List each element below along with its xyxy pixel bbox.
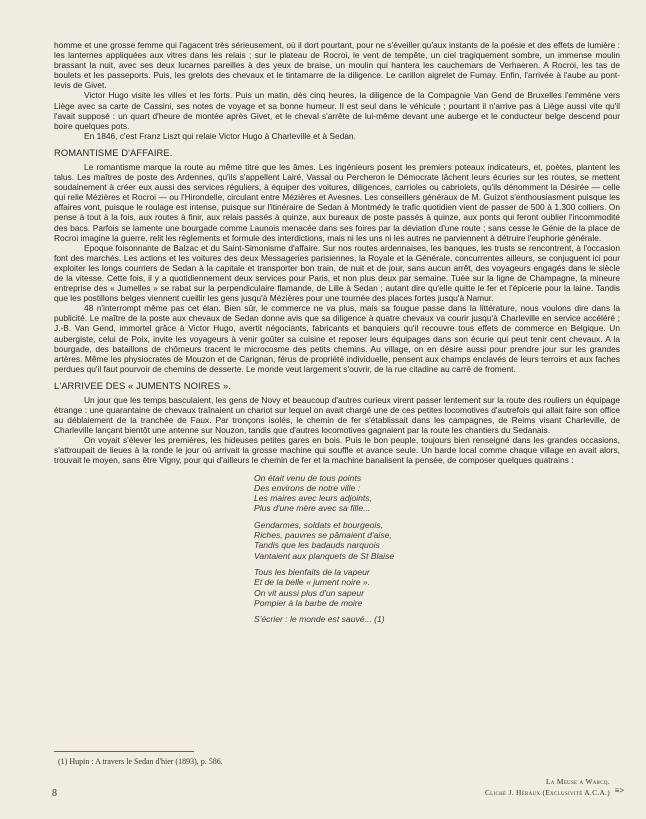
section-heading: L'ARRIVEE DES « JUMENTS NOIRES ».	[54, 379, 232, 391]
poem-line: Et de la belle « jument noire ».	[254, 577, 371, 588]
poem-line: Les maires avec leurs adjoints,	[254, 493, 372, 504]
footnote-rule	[54, 751, 194, 752]
poem	[254, 473, 620, 625]
poem-line: Tous les bienfaits de la vapeur	[254, 566, 370, 577]
poem-stanza	[254, 520, 620, 561]
poem-line: Tandis que les badauds narquois	[254, 540, 380, 551]
poem-line: Vantaient aux planquets de St Blaise	[254, 550, 395, 561]
paragraph: Epoque foisonnante de Balzac et du Saint-Simonisme d'affaire. Sur nos routes ardennaises, les banques, les trusts se rencontrent, à l'occasion font des marchés. Les actions et les voitures des deux Messageries parisiennes, la Royale et la Générale, concurrentes ailleurs, se conjuguent ici pour exploiter les longs courriers de Sedan à la capitale et transporter bon train, de nuit et de jour, sans aucun arrêt, des voyageurs engagés dans le siècle de la vitesse. Cette fois, il y a quotidiennement deux services pour Paris, et non plus deux par semaine. Tuée sur la ligne de Champagne, la mineure entreprise des « Jumelles » se rabat sur la perpendiculaire flamande, de Lille à Sedan ; autant dire qu'elle quitte le fer et l'épicerie pour la laine. Tandis que les postillons belges viennent cueillir les gens jusqu'à Mézières pour une tournée des places fortes jusqu'à Namur.	[54, 242, 620, 304]
poem-line: On vit aussi plus d'un sapeur	[254, 587, 365, 598]
paragraph: On voyait s'élever les premières, les hideuses petites gares en bois. Puis le bon peuple, toujours bien renseigné dans les grandes occasions, s'attroupait de lieues à la ronde le jour où arrivait la grosse machine qui souffle et avance seule. Un barde local comme chaque village en avait alors, trouvait le moyen, sans être Vigny, pour qui d'ailleurs le chemin de fer et la machine banalisent la pensée, de composer quelques quatrains :	[54, 435, 620, 466]
paragraph: homme et une grosse femme qui l'agacent très sérieusement, où il dort pourtant, pour ne s'éveiller qu'aux instants de la poésie et des effets de lumière : les lanternes appliquées aux vitres dans les relais ; sur le plateau de Rocroi, le vent de tempête, un ciel tragiquement sombre, un immense moulin brassant la nuit, avec ses deux lucarnes pareilles à des yeux de braise, un moulin qui hantera les cauchemars de Verhaeren. A Rocroi, les tas de boulets et les passeports. Puis, les grelots des chevaux et le tintamarre de la diligence. Le carillon aigrelet de Fumay. Enfin, l'arrivée à l'aube au pont-levis de Givet.	[54, 40, 620, 91]
poem-line: Riches, pauvres se pâmaient d'aise,	[254, 530, 392, 541]
poem-stanza	[254, 567, 620, 608]
paragraph: En 1846, c'est Franz Liszt qui relaie Victor Hugo à Charleville et à Sedan.	[84, 130, 356, 141]
poem-line: Des environs de notre ville :	[254, 482, 361, 493]
paragraph: Victor Hugo visite les villes et les forts. Puis un matin, dès cinq heures, la diligence de la Compagnie Van Gend de Bruxelles l'emmène vers Liège avec sa carte de Cassini, ses notes de voyage et sa bonne humeur. Il est seul dans le véhicule ; pourtant il n'arrive pas à Liège aussi vite qu'il l'avait supposé : un quart d'heure de montée après Givet, et le cheval s'arrête de lui-même devant une auberge et le conducteur belge descend pour boire quelques pots.	[54, 90, 620, 131]
paragraph: Un jour que les temps basculaient, les gens de Novy et beaucoup d'autres curieux virent passer lentement sur la route des rouliers un équipage étrange : une quarantaine de chevaux traînaient un chariot sur lequel on avait chargé une de ces petites locomotives d'autrefois qui allait faire son office au déblaiement de la tranchée de Faux. Par tronçons isolés, le chemin de fer s'établissait dans les campagnes, de Reims visant Charleville, de Charleville lançant bientôt une antenne sur Nouzon, tandis que d'autres locomotives gagnaient par la route les chantiers du Sedanais.	[54, 394, 620, 436]
photo-credit	[485, 776, 610, 798]
poem-line: Gendarmes, soldats et bourgeois,	[254, 519, 383, 530]
poem-line: On était venu de tous points	[254, 472, 362, 483]
poem-stanza	[254, 473, 620, 514]
paragraph: 48 n'interrompt même pas cet élan. Bien sûr, le commerce ne va plus, mais sa fougue passe dans la littérature, nous voulons dire dans la publicité. Le maître de la poste aux chevaux de Sedan donne avis que sa diligence à quatre chevaux va courir jusqu'à Charleville en service accéléré ; J.-B. Van Gend, immortel grâce à Victor Hugo, avertit négociants, fabricants et banquiers qu'il recouvre tous effets de commerce en Belgique. Un aubergiste, celui de Poix, invite les voyageurs à venir goûter sa cuisine et reposer leurs équipages dans son écurie qui peut tenir cent chevaux. A la bourgade, des bataillons de chômeurs tracent le microcosme des petits chemins. Au village, on en désire aussi pour prendre jour sur les grandes artères. Même les physiocrates de Mouzon et de Carignan, férus de propriété individuelle, pensent aux champs enclavés de leurs terroirs et aux faches perdues qu'il faut pourvoir de chemins de desserte. Le monde veut largement s'ouvrir, de la rue citadine au carré de froment.	[54, 303, 620, 374]
credit-source: Cliché J. Héraux (Exclusivité A.C.A.)	[484, 788, 610, 797]
poem-line: Plus d'une mère avec sa fille...	[254, 503, 371, 514]
section-heading: ROMANTISME D'AFFAIRE.	[54, 146, 173, 158]
poem-line: S'écrier : le monde est sauvé... (1)	[254, 614, 385, 625]
footnote: (1) Hupin : A travers le Sedan d'hier (1893), p. 586.	[58, 757, 223, 766]
credit-caption: La Meuse a Warcq.	[545, 777, 610, 786]
poem-line: Pompier à la barbe de moire	[254, 597, 363, 608]
article-body	[54, 40, 620, 630]
corner-mark: ≡>	[614, 786, 624, 795]
poem-stanza	[254, 614, 620, 624]
page-number: 8	[52, 788, 57, 799]
paragraph: Le romantisme marque la route au même titre que les âmes. Les ingénieurs posent les premiers poteaux indicateurs, et, poètes, plantent les talus. Les maîtres de poste des Ardennes, qu'ils s'appellent Lairé, Vassal ou Percheron le Démocrate lâchent leurs écuries sur les routes, se mettent soudainement à créer eux aussi des services réguliers, à équiper des voitures, diligences, carrioles ou cabriolets, qu'ils dénomment la Désirée — celle qui relie Mézières et Rocroi — ou l'Hirondelle, circulant entre Mézières et Avesnes. Les conseillers généraux de M. Guizot s'enthousiasment puisque les affaires vont, puisque le roulage est intense, puisque sur l'itinéraire de Sedan à Montmédy le trafic quotidien vient de passer de 500 à 1.300 colliers. On pense à tout à la fois, aux routes à finir, aux relais passés à quinze, aux bureaux de poste passés à quinze, aux ponts qui feront oublier l'incommodité des bacs. Parfois se lamente une bourgade comme Launois menacée dans ses foires par la déviation d'une route ; sans cesse le Génie de la place de Rocroi imagine la guerre, relit les règlements et formule des interdictions, mais ni les uns ni les autres ne parviennent à détruire l'euphorie générale.	[54, 161, 620, 243]
